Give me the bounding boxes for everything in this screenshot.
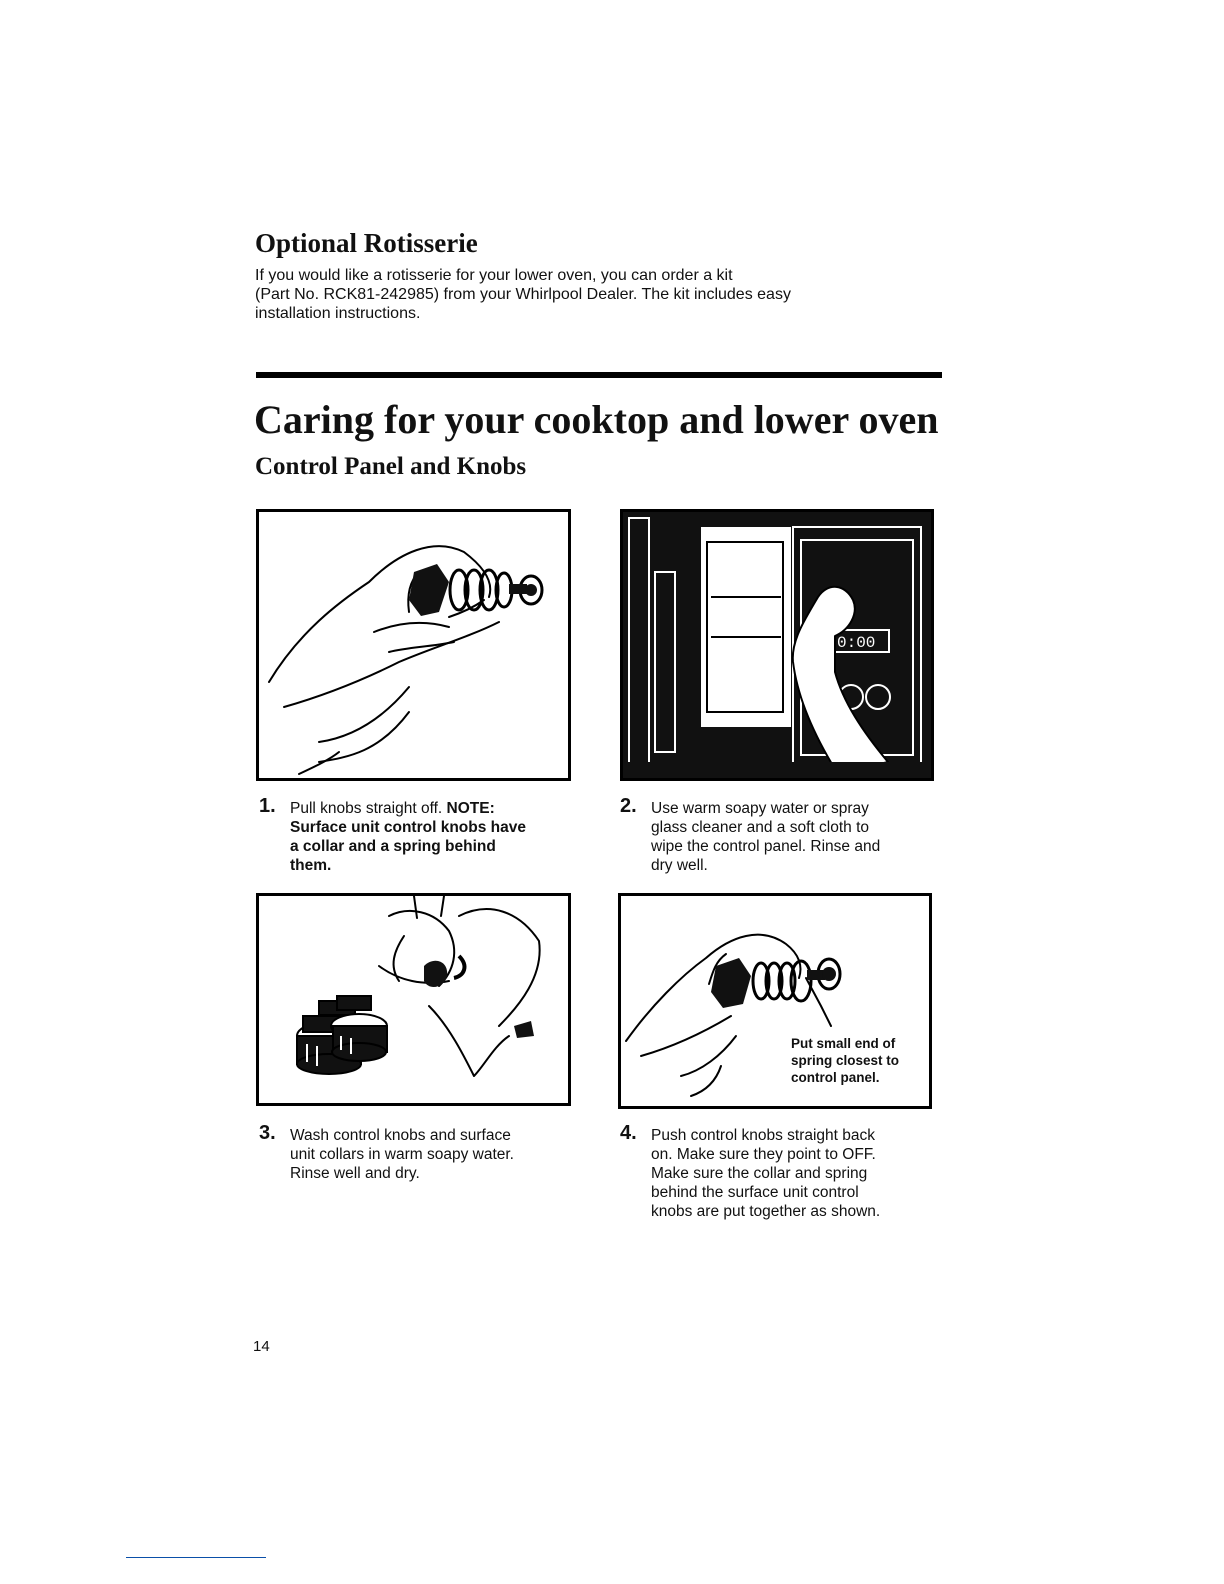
step-text: glass cleaner and a soft cloth to — [651, 819, 869, 836]
rotisserie-body-line: If you would like a rotisserie for your lower oven, you can order a kit — [255, 267, 733, 284]
figure-wash-knobs — [256, 893, 571, 1106]
section-title: Caring for your cooktop and lower oven — [254, 397, 939, 442]
callout-line: spring closest to — [791, 1053, 900, 1068]
step-4 — [620, 1122, 940, 1221]
step-number: 1. — [259, 795, 276, 817]
step-text: behind the surface unit control — [651, 1184, 859, 1201]
step-text: knobs are put together as shown. — [651, 1203, 881, 1220]
section-divider — [256, 372, 942, 378]
figure-wipe-panel — [620, 509, 934, 781]
step-text: Make sure the collar and spring — [651, 1165, 868, 1182]
callout-line: Put small end of — [791, 1036, 896, 1051]
figure-pull-knob — [256, 509, 571, 781]
callout-line: control panel. — [791, 1070, 880, 1085]
step-1 — [259, 795, 579, 875]
wash-knobs-illustration — [259, 896, 568, 1103]
step-text: on. Make sure they point to OFF. — [651, 1146, 876, 1163]
step-text: unit collars in warm soapy water. — [290, 1146, 514, 1163]
rotisserie-body-line: installation instructions. — [255, 305, 421, 322]
spring-callout — [791, 1035, 899, 1086]
note-label: NOTE: — [446, 800, 495, 817]
step-number: 2. — [620, 795, 637, 817]
footnote-divider — [126, 1557, 266, 1558]
step-text: Rinse well and dry. — [290, 1165, 420, 1182]
rotisserie-body — [255, 266, 895, 323]
note-text: Surface unit control knobs have — [290, 819, 526, 836]
step-text: dry well. — [651, 857, 708, 874]
pull-knob-illustration — [259, 512, 568, 778]
step-text: Use warm soapy water or spray — [651, 800, 869, 817]
step-3 — [259, 1122, 579, 1183]
rotisserie-heading: Optional Rotisserie — [255, 228, 478, 258]
section-subtitle: Control Panel and Knobs — [255, 453, 527, 480]
step-text: Wash control knobs and surface — [290, 1127, 511, 1144]
rotisserie-body-line: (Part No. RCK81-242985) from your Whirlpool Dealer. The kit includes easy — [255, 286, 791, 303]
step-text: Pull knobs straight off. — [290, 800, 447, 817]
note-text: a collar and a spring behind — [290, 838, 496, 855]
step-2 — [620, 795, 940, 875]
step-number: 4. — [620, 1122, 637, 1144]
note-text: them. — [290, 857, 332, 874]
wipe-panel-illustration — [623, 512, 931, 778]
display-readout: 0:00 — [837, 634, 876, 652]
page-number: 14 — [253, 1338, 270, 1355]
step-text: Push control knobs straight back — [651, 1127, 876, 1144]
step-text: wipe the control panel. Rinse and — [651, 838, 881, 855]
step-number: 3. — [259, 1122, 276, 1144]
